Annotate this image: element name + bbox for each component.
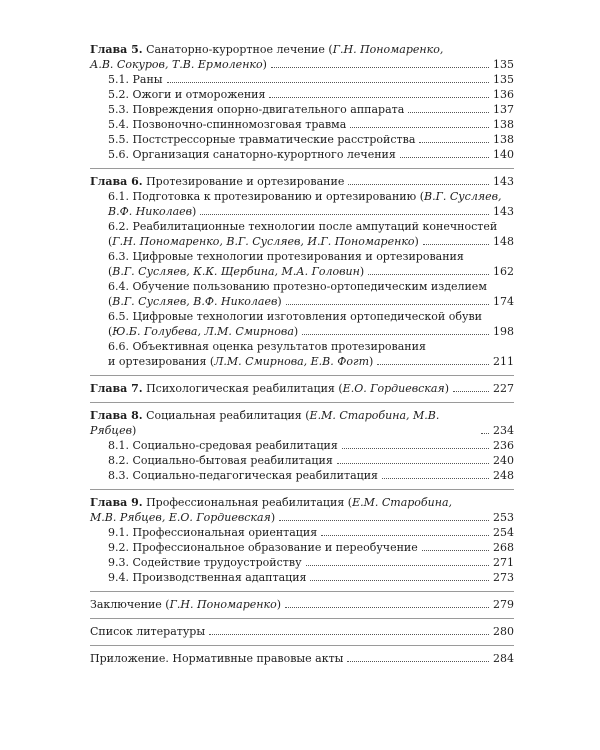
entry-title: Приложение. Нормативные правовые акты [90,652,344,665]
chapter-authors: Е.М. Старобина, [352,496,453,509]
page-number: 135 [493,73,514,86]
chapter-9 [90,495,514,585]
chapter-label: Глава 8. [90,409,143,422]
divider [90,618,514,619]
chapter-authors-cont: А.В. Сокуров, Т.В. Ермоленко [90,58,263,71]
page-number: 211 [493,355,514,368]
section-item [90,102,514,117]
page-number: 280 [493,625,514,638]
section-title: 8.3. Социально-педагогическая реабилитация [108,469,378,482]
page-number: 271 [493,556,514,569]
chapter-title: Социальная реабилитация [146,409,302,422]
dot-leader [348,183,489,185]
section-title: 5.4. Позвоночно-спинномозговая травма [108,118,347,131]
section-title: 9.1. Профессиональная ориентация [108,526,318,539]
page-number: 143 [493,205,514,218]
page-number: 137 [493,103,514,116]
section-item [90,438,514,453]
dot-leader [279,519,489,521]
divider [90,645,514,646]
section-title: 6.3. Цифровые технологии протезирования и ортезирования [108,250,464,263]
entry-title: Список литературы [90,625,206,638]
section-title: 6.1. Подготовка к протезированию и ортезированию [108,190,417,203]
section-item: 6.5. Цифровые технологии изготовления ортопедической обуви (Ю.Б. Голубева, Л.М. Смирнова) 198 [108,310,514,338]
page-number: 227 [493,382,514,395]
section-authors: Л.М. Смирнова, Е.В. Фогт [214,355,369,368]
chapter-authors: Е.О. Гордиевская [342,382,445,395]
chapter-title: Профессиональная реабилитация [146,496,345,509]
page-number: 284 [493,652,514,665]
page-number: 240 [493,454,514,467]
section-title: 8.2. Социально-бытовая реабилитация [108,454,333,467]
section-item [90,453,514,468]
dot-leader [481,432,489,434]
page-number: 148 [493,235,514,248]
chapter-heading: Глава 5. Санаторно-курортное лечение (Г.Н. Пономаренко, [90,43,444,56]
chapter-title: Санаторно-курортное лечение [146,43,325,56]
section-title: 5.3. Повреждения опорно-двигательного аппарата [108,103,405,116]
chapter-5 [90,42,514,162]
page-number: 140 [493,148,514,161]
page-number: 236 [493,439,514,452]
section-title: 6.6. Объективная оценка результатов протезирования [108,340,426,353]
section-item [90,525,514,540]
chapter-7: Глава 7. Психологическая реабилитация (Е.О. Гордиевская) 227 [90,382,514,395]
dot-leader [347,660,489,662]
divider [90,489,514,490]
chapter-authors-cont: М.В. Рябцев, Е.О. Гордиевская [90,511,271,524]
page-number: 138 [493,133,514,146]
page-number: 138 [493,118,514,131]
page-number: 254 [493,526,514,539]
page-number: 174 [493,295,514,308]
dot-leader [453,390,489,392]
divider [90,402,514,403]
section-item: 6.3. Цифровые технологии протезирования и ортезирования (В.Г. Сусляев, К.К. Щербина, М.А. Головин) 162 [108,250,514,278]
page-number: 253 [493,511,514,524]
section-item [90,570,514,585]
page-number: 234 [493,424,514,437]
chapter-6 [90,174,514,369]
section-item [90,72,514,87]
chapter-heading [90,174,514,189]
divider [90,375,514,376]
section-authors: В.Г. Сусляев, К.К. Щербина, М.А. Головин [112,265,360,278]
page-number: 162 [493,265,514,278]
chapter-label: Глава 6. [90,175,143,188]
chapter-label: Глава 9. [90,496,143,509]
section-authors: В.Г. Сусляев, В.Ф. Николаев [112,295,278,308]
entry-authors: Г.Н. Пономаренко [169,598,277,611]
section-authors: Г.Н. Пономаренко, В.Г. Сусляев, И.Г. Пономаренко [112,235,415,248]
section-title: 5.5. Постстрессорные травматические расстройства [108,133,416,146]
page-number: 273 [493,571,514,584]
chapter-title: Протезирование и ортезирование [146,175,345,188]
section-item [90,555,514,570]
section-title: 9.2. Профессиональное образование и переобучение [108,541,418,554]
divider [90,168,514,169]
section-item: 6.6. Объективная оценка результатов протезирования и ортезирования (Л.М. Смирнова, Е.В. Фогт) 211 [108,340,514,368]
section-authors: В.Г. Сусляев, [424,190,502,203]
section-item [90,117,514,132]
chapter-heading: Глава 9. Профессиональная реабилитация (Е.М. Старобина, [90,496,453,509]
page-number: 279 [493,598,514,611]
page-number: 248 [493,469,514,482]
chapter-heading-cont: А.В. Сокуров, Т.В. Ермоленко) 135 [90,58,514,71]
chapter-8 [90,408,514,483]
section-title: 5.6. Организация санаторно-курортного лечения [108,148,396,161]
table-of-contents [90,42,514,666]
chapter-label: Глава 7. [90,382,143,395]
section-title: 9.4. Производственная адаптация [108,571,307,584]
section-title: 6.5. Цифровые технологии изготовления ортопедической обуви [108,310,482,323]
section-item [90,468,514,483]
page-number: 135 [493,58,514,71]
page-number: 268 [493,541,514,554]
section-item: 6.4. Обучение пользованию протезно-ортопедическим изделием (В.Г. Сусляев, В.Ф. Николаев) 174 [108,280,514,308]
chapter-heading: Глава 8. Социальная реабилитация (Е.М. Старобина, М.В. Рябцев) 234 [90,409,514,437]
chapter-label: Глава 5. [90,43,143,56]
section-item [90,87,514,102]
page-number: 143 [493,175,514,188]
section-title: 5.1. Раны [108,73,163,86]
section-title: 6.4. Обучение пользованию протезно-ортопедическим изделием [108,280,487,293]
chapter-title: Психологическая реабилитация [146,382,335,395]
chapter-authors: Е.М. Старобина, М.В. Рябцев [90,409,440,437]
section-item [90,132,514,147]
dot-leader [285,606,489,608]
chapter-authors: Г.Н. Пономаренко, [332,43,444,56]
dot-leader [209,633,489,635]
section-item: 6.2. Реабилитационные технологии после ампутаций конечностей (Г.Н. Пономаренко, В.Г. Сусляев, И.Г. Пономаренко) 148 [108,220,514,248]
dot-leader [271,66,489,68]
section-authors-cont: В.Ф. Николаев [108,205,193,218]
section-title: 8.1. Социально-средовая реабилитация [108,439,338,452]
section-title-cont: и ортезирования [108,355,207,368]
section-item [90,540,514,555]
section-title: 6.2. Реабилитационные технологии после ампутаций конечностей [108,220,498,233]
entry-title: Заключение [90,598,162,611]
chapter-heading-cont: М.В. Рябцев, Е.О. Гордиевская) 253 [90,511,514,524]
appendix-entry [90,651,514,666]
section-title: 5.2. Ожоги и отморожения [108,88,266,101]
section-item [90,147,514,162]
references-entry [90,624,514,639]
section-authors: Ю.Б. Голубева, Л.М. Смирнова [112,325,294,338]
section-item: 6.1. Подготовка к протезированию и ортезированию (В.Г. Сусляев, В.Ф. Николаев) 143 [108,190,514,218]
page-number: 198 [493,325,514,338]
conclusion-entry: Заключение (Г.Н. Пономаренко) 279 [90,598,514,611]
section-title: 9.3. Содействие трудоустройству [108,556,302,569]
divider [90,591,514,592]
page-number: 136 [493,88,514,101]
